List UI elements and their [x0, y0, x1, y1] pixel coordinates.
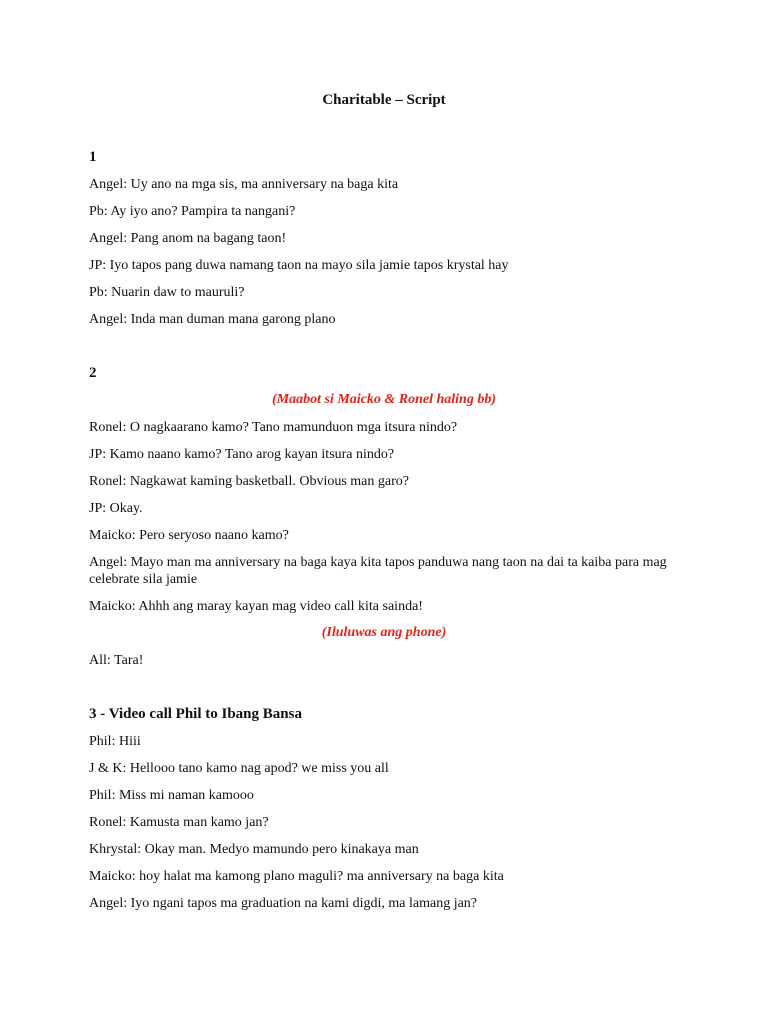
- dialogue-line: Khrystal: Okay man. Medyo mamundo pero kinakaya man: [89, 842, 419, 857]
- dialogue-line: Pb: Ay iyo ano? Pampira ta nangani?: [89, 204, 296, 219]
- dialogue-line: Ronel: Nagkawat kaming basketball. Obvious man garo?: [89, 474, 409, 489]
- scene-2-heading: 2: [89, 365, 97, 381]
- dialogue-line: Phil: Hiii: [89, 734, 141, 749]
- dialogue-line: J & K: Hellooo tano kamo nag apod? we miss you all: [89, 761, 389, 776]
- dialogue-line: Ronel: O nagkaarano kamo? Tano mamunduon mga itsura nindo?: [89, 420, 458, 435]
- stage-direction: (Maabot si Maicko & Ronel haling bb): [271, 392, 497, 407]
- dialogue-line: JP: Okay.: [89, 501, 143, 516]
- dialogue-line: Maicko: Ahhh ang maray kayan mag video call kita sainda!: [89, 599, 423, 614]
- dialogue-line: Angel: Mayo man ma anniversary na baga kaya kita tapos panduwa nang taon na dai ta kaiba para mag celebrate sila jamie: [89, 555, 667, 587]
- scene-3-heading: 3 - Video call Phil to Ibang Bansa: [89, 706, 302, 722]
- dialogue-line: Angel: Pang anom na bagang taon!: [89, 231, 287, 246]
- stage-direction: (Iluluwas ang phone): [321, 625, 447, 640]
- dialogue-line: Ronel: Kamusta man kamo jan?: [89, 815, 269, 830]
- dialogue-line: Maicko: hoy halat ma kamong plano maguli? ma anniversary na baga kita: [89, 869, 504, 884]
- dialogue-line: JP: Kamo naano kamo? Tano arog kayan itsura nindo?: [89, 447, 395, 462]
- scene-1-heading: 1: [89, 149, 97, 165]
- dialogue-line: Angel: Iyo ngani tapos ma graduation na kami digdi, ma lamang jan?: [89, 896, 478, 911]
- dialogue-line: All: Tara!: [89, 653, 144, 668]
- document-title: Charitable – Script: [322, 92, 446, 108]
- dialogue-line: Angel: Uy ano na mga sis, ma anniversary na baga kita: [89, 177, 399, 192]
- dialogue-line: Maicko: Pero seryoso naano kamo?: [89, 528, 289, 543]
- dialogue-line: Pb: Nuarin daw to mauruli?: [89, 285, 245, 300]
- dialogue-line: Angel: Inda man duman mana garong plano: [89, 312, 336, 327]
- dialogue-line: JP: Iyo tapos pang duwa namang taon na mayo sila jamie tapos krystal hay: [89, 258, 509, 273]
- dialogue-line: Phil: Miss mi naman kamooo: [89, 788, 254, 803]
